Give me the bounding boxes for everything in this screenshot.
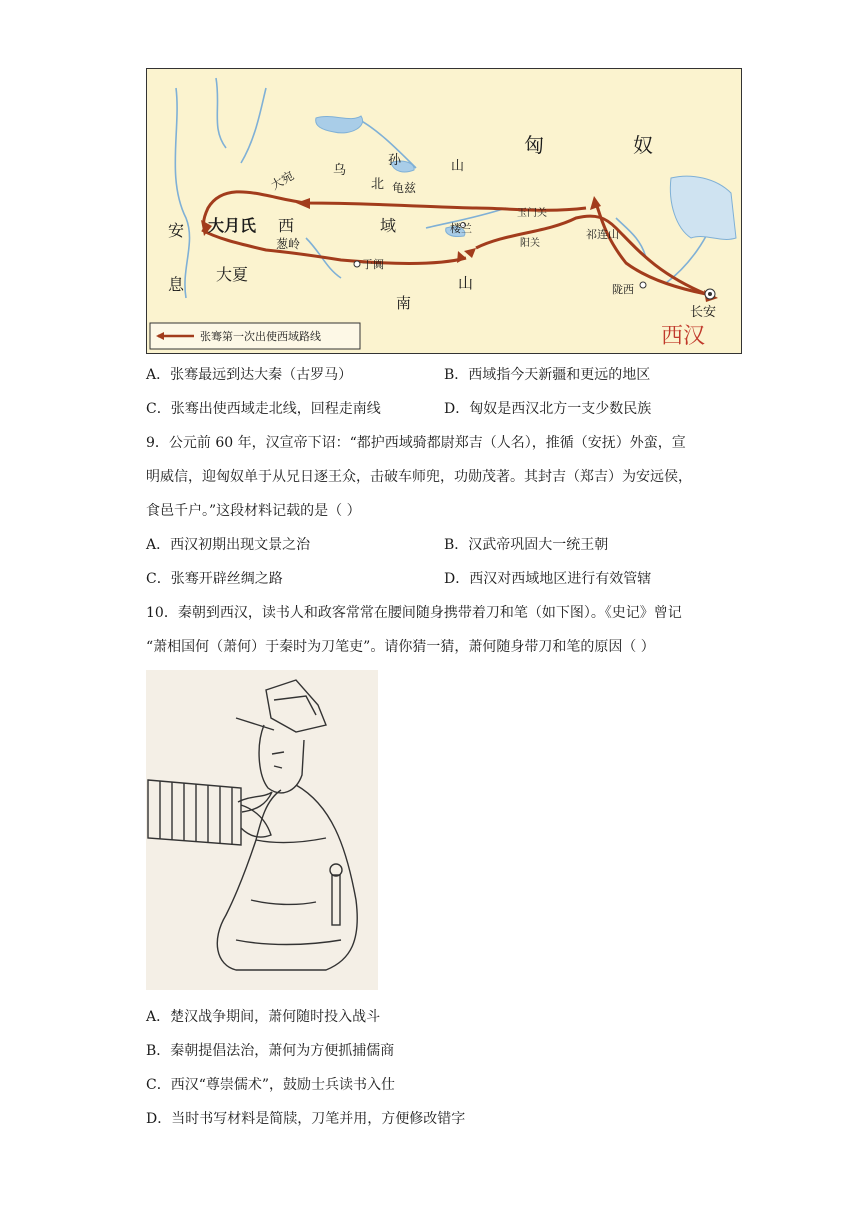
- scholar-illustration: [146, 670, 378, 990]
- label-yangguan: 阳关: [520, 238, 540, 249]
- label-xihan: 西汉: [661, 324, 706, 349]
- label-dawan: 大宛: [268, 168, 297, 193]
- figure-background: [146, 670, 378, 990]
- q9-option-b: B．汉武帝巩固大一统王朝: [444, 537, 609, 553]
- q10-stem-line1: 10．秦朝到西汉，读书人和政客常常在腰间随身携带着刀和笔（如下图）。《史记》曾记: [146, 605, 682, 621]
- q9-stem-line3: 食邑千户。”这段材料记载的是（ ）: [146, 503, 361, 519]
- label-dayuezhi: 大月氏: [208, 216, 257, 235]
- label-an: 安: [168, 221, 185, 240]
- label-daxia: 大夏: [216, 265, 249, 284]
- zhang-qian-route-map: [146, 68, 742, 354]
- q9-option-a: A．西汉初期出现文景之治: [146, 537, 311, 553]
- changan-marker-dot: [708, 292, 712, 296]
- label-beishan-north: 北: [371, 177, 385, 192]
- label-congling: 葱岭: [276, 237, 301, 251]
- label-xi: 西: [278, 216, 295, 235]
- q9-stem-line2: 明威信，迎匈奴单于从兄日逐王众，击破车师兜，功勋茂著。其封吉（郑吉）为安远侯，: [146, 469, 692, 485]
- map-legend-text: 张骞第一次出使西域路线: [200, 330, 321, 343]
- q8-option-c: C．张骞出使西域走北线，回程走南线: [146, 401, 381, 417]
- label-longxi: 陇西: [612, 283, 634, 296]
- label-xi2: 息: [168, 275, 185, 294]
- q8-option-b: B．西域指今天新疆和更远的地区: [444, 367, 651, 383]
- label-yumenguan: 玉门关: [517, 208, 547, 219]
- q10-option-c: C．西汉“尊崇儒术”，鼓励士兵读书入仕: [146, 1077, 396, 1093]
- label-yutian: 于阗: [362, 258, 384, 271]
- q10-option-d: D．当时书写材料是简牍，刀笔并用，方便修改错字: [146, 1111, 466, 1127]
- q10-option-a: A．楚汉战争期间，萧何随时投入战斗: [146, 1009, 381, 1025]
- label-nanshan-2: 山: [458, 274, 474, 292]
- q10-option-b: B．秦朝提倡法治，萧何为方便抓捕儒商: [146, 1043, 395, 1059]
- label-wusun-3: 山: [451, 159, 465, 174]
- q10-stem-line2: “萧相国何（萧何）于秦时为刀笔吏”。请你猜一猜，萧何随身带刀和笔的原因（ ）: [146, 639, 655, 655]
- map-land: [146, 68, 742, 354]
- label-qilianshan: 祁连山: [586, 228, 619, 241]
- label-yu: 域: [380, 216, 397, 235]
- label-qiuci: 龟兹: [392, 181, 417, 195]
- label-wusun-1: 乌: [333, 163, 347, 178]
- q8-option-d: D．匈奴是西汉北方一支少数民族: [444, 401, 652, 417]
- label-nanshan-1: 南: [396, 294, 412, 312]
- longxi-marker: [640, 282, 646, 288]
- label-xiongnu-1: 匈: [524, 133, 544, 157]
- label-wusun-2: 孙: [388, 153, 402, 168]
- label-xiongnu-2: 奴: [633, 133, 653, 157]
- q9-stem-line1: 9．公元前 60 年，汉宣帝下诏：“都护西域骑都尉郑吉（人名），推循（安抚）外蛮，宣: [146, 435, 686, 451]
- label-changan: 长安: [690, 305, 717, 320]
- q8-option-a: A．张骞最远到达大秦（古罗马）: [146, 367, 353, 383]
- label-loulan: 楼兰: [450, 222, 472, 235]
- q9-option-d: D．西汉对西域地区进行有效管辖: [444, 571, 652, 587]
- yutian-marker: [354, 261, 360, 267]
- q9-option-c: C．张骞开辟丝绸之路: [146, 571, 283, 587]
